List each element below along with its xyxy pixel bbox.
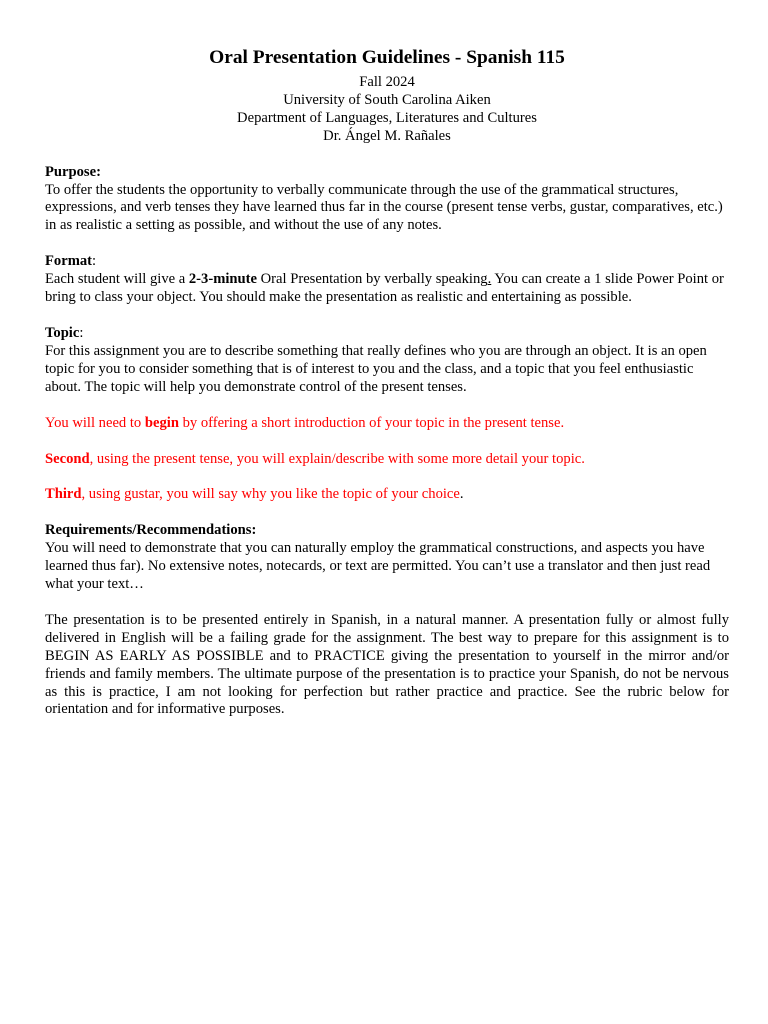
topic-heading-colon: : <box>79 324 84 341</box>
topic-heading-line <box>45 325 729 343</box>
step-begin-before: You will need to <box>45 414 145 431</box>
step-third <box>45 486 729 504</box>
step-begin-keyword: begin <box>144 414 179 431</box>
step-second-keyword: Second <box>45 450 90 467</box>
topic-heading: Topic <box>45 324 80 341</box>
requirements-body: You will need to demonstrate that you can naturally employ the grammatical constructions, and aspects you have learned thus far). No extensive notes, notecards, or text are permitted. You can’t use a translator and then just read what your text… <box>45 540 711 593</box>
presentation-note-body: The presentation is to be presented entirely in Spanish, in a natural manner. A presentation fully or almost fully delivered in English will be a failing grade for the assignment. The best way to prepare for this assignment is to BEGIN AS EARLY AS POSSIBLE and to PRACTICE giving the presentation to yourself in the mirror and/or friends and family members. The ultimate purpose of the presentation is to practice your Spanish, do not be nervous as this is practice, I am not looking for perfection but rather practice and practice. See the rubric below for orientation and for informative purposes. <box>45 611 729 718</box>
department-line: Department of Languages, Literatures and Cultures <box>237 109 537 126</box>
step-begin-text <box>45 415 729 433</box>
step-second <box>45 451 729 469</box>
university-line: University of South Carolina Aiken <box>283 91 491 108</box>
document-page <box>45 46 729 719</box>
step-third-after: , using gustar, you will say why you like the topic of your choice <box>81 486 460 503</box>
format-body-dot: . <box>487 271 492 288</box>
step-third-text <box>45 486 729 504</box>
format-body <box>45 271 729 307</box>
format-section <box>45 253 729 307</box>
format-heading: Format <box>45 253 93 270</box>
format-body-middle: Oral Presentation by verbally speaking <box>256 271 488 288</box>
format-duration: 2-3-minute <box>188 271 257 288</box>
requirements-section <box>45 522 729 594</box>
presentation-note-section <box>45 612 729 719</box>
topic-section <box>45 325 729 397</box>
purpose-heading: Purpose: <box>45 163 101 180</box>
step-begin-after: by offering a short introduction of your topic in the present tense. <box>178 414 565 431</box>
purpose-section <box>45 164 729 236</box>
format-heading-line <box>45 253 729 271</box>
step-third-keyword: Third <box>45 486 82 503</box>
instructor-line: Dr. Ángel M. Rañales <box>323 127 451 144</box>
requirements-heading: Requirements/Recommendations: <box>45 522 257 539</box>
step-third-end: . <box>459 486 464 503</box>
purpose-body: To offer the students the opportunity to verbally communicate through the use of the grammatical structures, expressions, and verb tenses they have learned thus far in the course (present tense verbs, gustar, comparatives, etc.) in as realistic a setting as possible, and without the use of any notes. <box>45 181 723 234</box>
step-begin <box>45 415 729 433</box>
document-title: Oral Presentation Guidelines - Spanish 115 <box>209 47 565 68</box>
format-heading-colon: : <box>92 253 97 270</box>
topic-body: For this assignment you are to describe something that really defines who you are through an object. It is an open topic for you to consider something that is of interest to you and the class, and a topic that you feel enthusiastic about. The topic will help you demonstrate control of the present tenses. <box>45 342 707 395</box>
term-line: Fall 2024 <box>359 74 415 90</box>
format-body-after: You can create a 1 slide Power Point or bring to class your object. You should make the presentation as realistic and entertaining as possible. <box>45 271 724 306</box>
step-second-after: , using the present tense, you will explain/describe with some more detail your topic. <box>89 450 585 467</box>
format-body-before: Each student will give a <box>45 271 189 288</box>
step-second-text <box>45 451 729 469</box>
document-header <box>45 46 729 146</box>
